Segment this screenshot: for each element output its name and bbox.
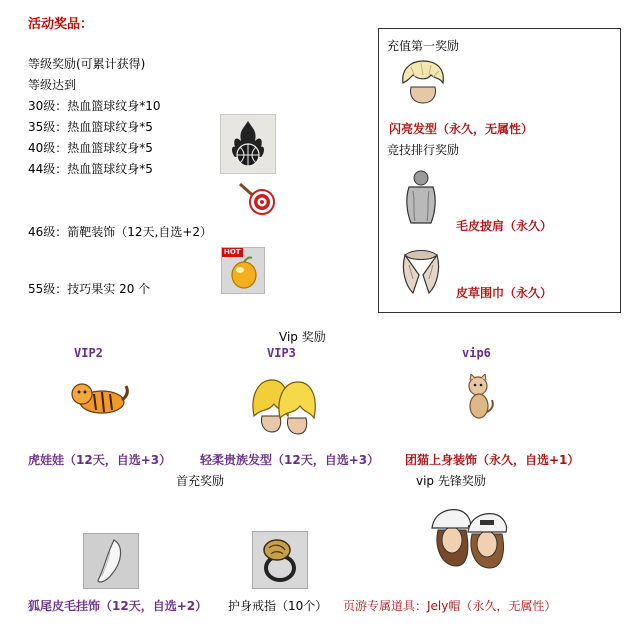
level-reward-46: 46级：箭靶装饰（12天,自选+2） [28,225,213,239]
level-reward-35: 35级：热血篮球纹身*5 [28,120,153,134]
shiny-hairstyle-label: 闪亮发型（永久，无属性） [389,122,534,136]
archery-target-icon [236,180,276,216]
noble-hairstyle-icon [248,372,322,438]
skill-fruit-icon [221,247,265,294]
level-reward-30: 30级：热血篮球纹身*10 [28,99,161,113]
page-title: 活动奖品： [28,17,94,32]
first-charge-heading: 首充奖励 [176,474,225,488]
cat-decoration-label: 团猫上身装饰（永久，自选+1） [405,453,580,467]
basketball-tattoo-icon [220,114,276,174]
level-rewards-subheading: 等级达到 [28,78,77,92]
level-reward-40: 40级：热血篮球纹身*5 [28,141,153,155]
hot-badge: HOT [224,248,241,256]
fur-scarf-icon [397,245,445,297]
recharge-rewards-box [378,28,621,313]
vip2-label: VIP2 [74,346,103,360]
tiger-doll-icon [68,376,130,418]
fur-scarf-label: 皮草围巾（永久） [456,286,553,300]
noble-hairstyle-label: 轻柔贵族发型（12天，自选+3） [200,453,380,467]
cat-decoration-icon [462,374,496,422]
protective-ring-label: 护身戒指（10个） [228,599,328,613]
fox-tail-charm-label: 狐尾皮毛挂饰（12天，自选+2） [28,599,208,613]
jely-hat-icon [428,500,512,572]
level-reward-55: 55级：技巧果实 20 个 [28,282,151,296]
shiny-hairstyle-icon [397,57,449,109]
level-rewards-heading: 等级奖励(可累计获得) [28,57,146,71]
vip6-label: vip6 [462,346,491,360]
first-recharge-heading: 充值第一奖励 [387,39,460,53]
vip-pioneer-heading: vip 先锋奖励 [416,474,486,488]
fox-tail-charm-icon [83,533,139,589]
protective-ring-icon [252,531,308,589]
vip3-label: VIP3 [267,346,296,360]
rank-rewards-heading: 竞技排行奖励 [387,143,460,157]
jely-hat-label: 页游专属道具：Jely帽（永久，无属性） [343,599,557,613]
tiger-doll-label: 虎娃娃（12天，自选+3） [28,453,172,467]
vip-rewards-heading: Vip 奖励 [279,330,326,344]
fur-shawl-icon [401,169,441,227]
level-reward-44: 44级：热血篮球纹身*5 [28,162,153,176]
fur-shawl-label: 毛皮披肩（永久） [456,219,553,233]
